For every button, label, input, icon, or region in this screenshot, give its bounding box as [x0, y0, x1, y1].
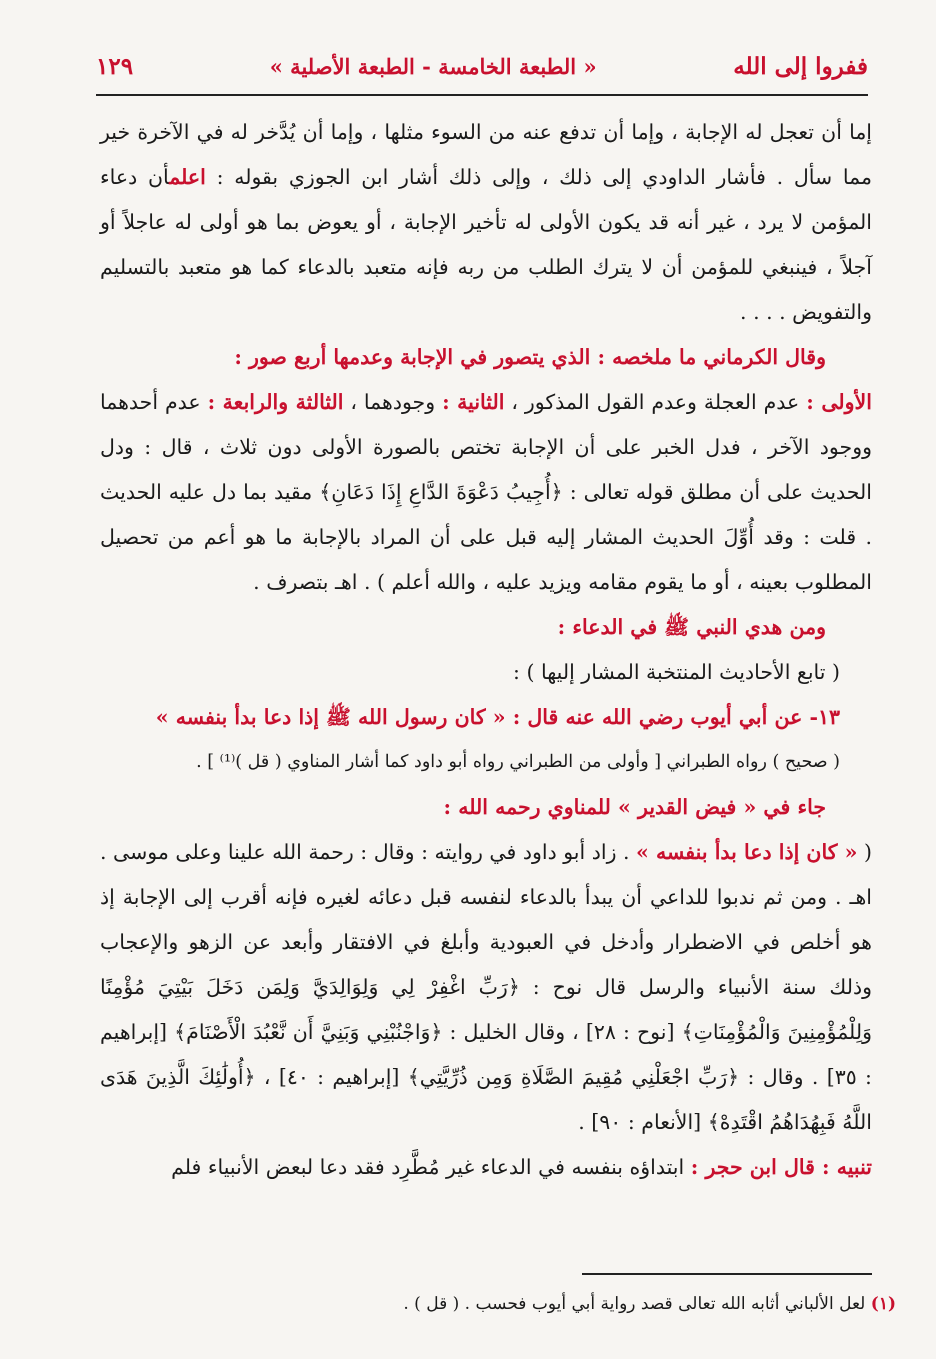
quran-verse-nuh: ﴿رَبِّ اغْفِرْ لِي وَلِوَالِدَيَّ وَلِمَن دَخَلَ بَيْتِيَ مُؤْمِنًا وَلِلْمُؤْمِنِينَ وَالْمُؤْمِنَاتِ﴾: [100, 975, 872, 1044]
ref-ibrahim-35: [إبراهيم : ٣٥] . وقال :: [100, 1020, 872, 1089]
case-text-3: عدم أحدهما ووجود الآخر ، فدل الخبر على أن الإجابة تختص بالصورة الأولى دون ثلاث ، قال : ودل الحديث على أن مطلق قوله تعالى :: [100, 390, 872, 504]
ref-anam: [الأنعام : ٩٠] .: [578, 1110, 702, 1134]
kirmani-heading: وقال الكرماني ما ملخصه : الذي يتصور في الإجابة وعدمها أربع صور :: [234, 345, 826, 369]
guidance-heading: ومن هدي النبي ﷺ في الدعاء :: [557, 615, 826, 639]
label-second: الثانية :: [442, 390, 505, 414]
open-paren: (: [863, 840, 872, 864]
label-first: الأولى :: [806, 390, 872, 414]
quran-verse-ibrahim-35: ﴿وَاجْنُبْنِي وَبَنِيَّ أَن نَّعْبُدَ الْأَصْنَامَ﴾: [174, 1020, 443, 1044]
note-label: تنبيه : قال ابن حجر :: [690, 1155, 872, 1179]
intro-text-b: أن دعاء المؤمن لا يرد ، غير أنه قد يكون الأولى له تأخير الإجابة ، أو يعوض بما هو أولى له عاجلاً أو آجلاً ، فينبغي للمؤمن أن لا يترك الطلب من ربه فإنه متعبد بالدعاء كما هو متعبد بالتسليم والتفويض . . . .: [100, 165, 872, 324]
quran-verse-anam: ﴿أُولَٰئِكَ الَّذِينَ هَدَى اللَّهُ فَبِهُدَاهُمُ اقْتَدِهْ﴾: [100, 1065, 872, 1134]
case-text-2: وجودهما ،: [350, 390, 436, 414]
paragraph-faid: [100, 830, 872, 1145]
footnote-text: لعل الألباني أثابه الله تعالى قصد رواية أبي أيوب فحسب . ( قل ) .: [403, 1294, 866, 1314]
footnote: [100, 1290, 896, 1318]
ref-ibrahim-40: [إبراهيم : ٤٠] ،: [263, 1065, 400, 1089]
intro-highlight: اعلم: [169, 165, 206, 189]
book-title: ففروا إلى الله: [733, 52, 868, 80]
hadith-13: ١٣- عن أبي أيوب رضي الله عنه قال : « كان رسول الله ﷺ إذا دعا بدأ بنفسه »: [155, 705, 840, 729]
hadith-grading: ( صحيح ) رواه الطبراني [ وأولى من الطبراني رواه أبو داود كما أشار المناوي ( قل )⁽¹⁾ ] .: [196, 752, 840, 772]
continuation-note: ( تابع الأحاديث المنتخبة المشار إليها ) :: [513, 660, 840, 684]
paragraph-four-cases: [100, 380, 872, 605]
hadith-quote: « كان إذا دعا بدأ بنفسه »: [636, 840, 858, 864]
page-number: ١٢٩: [96, 52, 134, 80]
page-body: [100, 110, 872, 1190]
ref-nuh: [نوح : ٢٨] ، وقال الخليل :: [449, 1020, 675, 1044]
paragraph-intro: [100, 110, 872, 335]
quran-verse-ibrahim-40: ﴿رَبِّ اجْعَلْنِي مُقِيمَ الصَّلَاةِ وَمِن ذُرِّيَّتِي﴾: [407, 1065, 740, 1089]
edition-label: « الطبعة الخامسة - الطبعة الأصلية »: [269, 53, 597, 79]
intro-text-a: إما أن تعجل له الإجابة ، وإما أن تدفع عنه من السوء مثلها ، وإما أن يُدَّخر له في الآخرة خير مما سأل . فأشار الداودي إلى ذلك ، وإلى ذلك أشار ابن الجوزي بقوله :: [100, 120, 872, 189]
paragraph-note: [100, 1145, 872, 1190]
case-text-4: مقيد بما دل عليه الحديث . قلت : وقد أُوِّلَ الحديث المشار إليه قبل على أن المراد بالإجابة ما هو أعم من تحصيل المطلوب بعينه ، أو ما يقوم مقامه ويزيد عليه ، والله أعلم ) . اهـ بتصرف .: [100, 480, 872, 594]
footnote-divider: [582, 1273, 872, 1275]
quran-verse-1: ﴿أُجِيبُ دَعْوَةَ الدَّاعِ إِذَا دَعَانِ﴾: [319, 480, 563, 504]
footnote-marker: (١): [870, 1294, 896, 1314]
faid-heading: جاء في « فيض القدير » للمناوي رحمه الله :: [443, 795, 826, 819]
case-text-1: عدم العجلة وعدم القول المذكور ،: [511, 390, 800, 414]
label-third-fourth: الثالثة والرابعة :: [207, 390, 344, 414]
note-text: ابتداؤه بنفسه في الدعاء غير مُطَّرِد فقد دعا لبعض الأنبياء فلم: [171, 1155, 685, 1179]
faid-text-1: . زاد أبو داود في روايته : وقال : رحمة الله علينا وعلى موسى . اهـ . ومن ثم ندبوا للداعي أن يبدأ بالدعاء لنفسه قبل دعائه لغيره فإنه أقرب إلى الإجابة إذ هو أخلص في الاضطرار وأدخل في العبودية وأبلغ في الافتقار وأبعد عن الزهو والإعجاب وذلك سنة الأنبياء والرسل قال نوح :: [100, 840, 872, 999]
page-header: [96, 38, 868, 96]
